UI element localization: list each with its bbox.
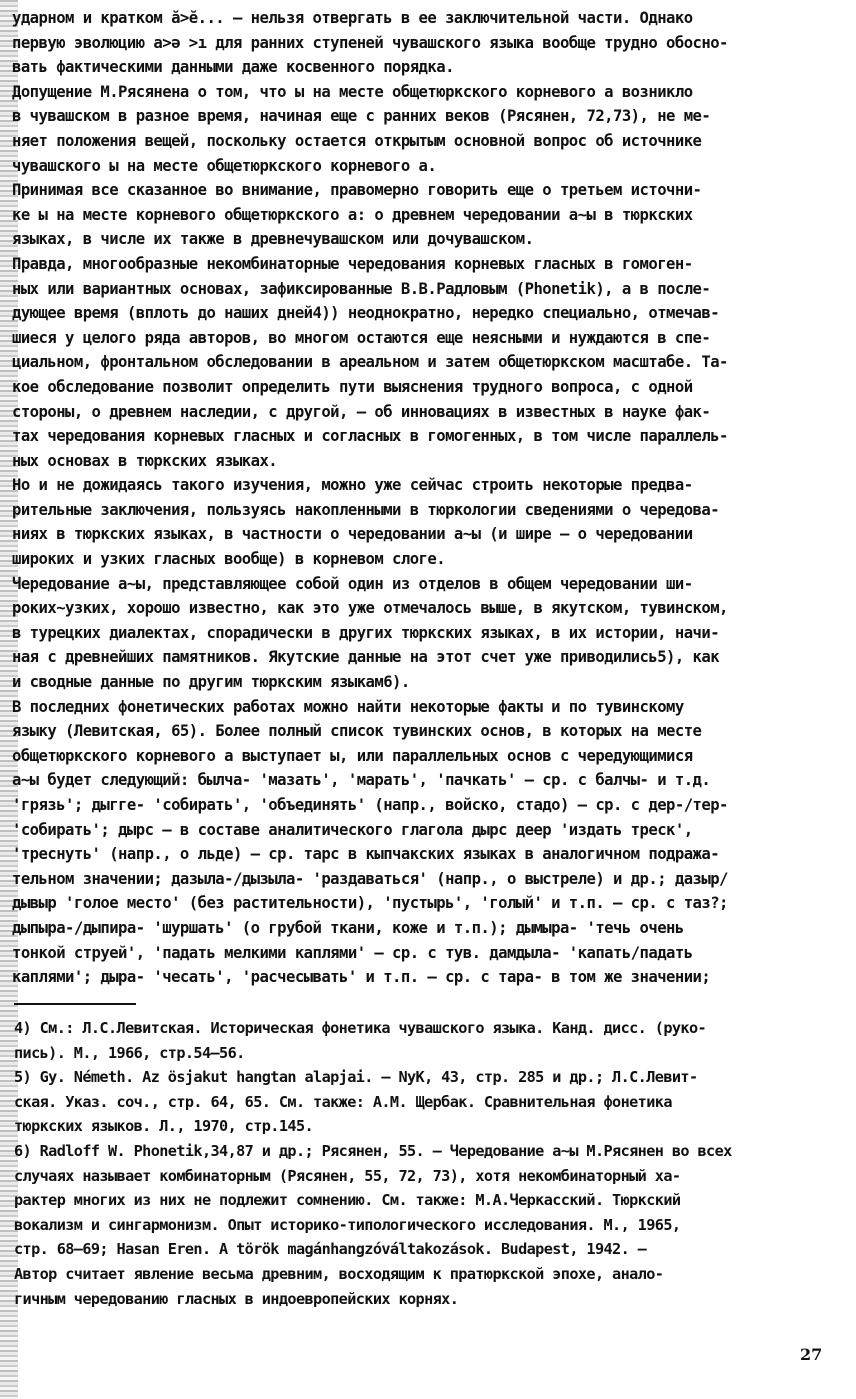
body-line: 'грязь'; дыгге- 'собирать', 'объединять' (напр., войско, стадо) – ср. с дер-/тер- bbox=[12, 796, 728, 814]
body-line: тах чередования корневых гласных и согласных в гомогенных, в том числе параллель- bbox=[12, 427, 728, 446]
body-line: ниях в тюркских языках, в частности о чередовании а~ы (и шире – о чередовании bbox=[12, 525, 693, 544]
body-line: дыпыра-/дыпира- 'шуршать' (о грубой ткани, коже и т.п.); дымыра- 'течь очень bbox=[12, 918, 684, 937]
body-text bbox=[12, 6, 842, 990]
body-line: ных или вариантных основах, зафиксированные В.В.Радловым (Phonetik), а в после- bbox=[12, 279, 711, 298]
footnote-line: ская. Указ. соч., стр. 64, 65. См. также: А.М. Щербак. Сравнительная фонетика bbox=[14, 1092, 672, 1111]
footnote-line: 5) Gy. Németh. Az ösjakut hangtan alapjai. – NyK, 43, стр. 285 и др.; Л.С.Левит- bbox=[14, 1068, 698, 1087]
footnote-line: Автор считает явление весьма древним, восходящим к пратюркской эпохе, анало- bbox=[14, 1264, 664, 1283]
body-line: 'треснуть' (напр., о льде) – ср. тарс в кыпчакских языках в аналогичном подража- bbox=[12, 845, 720, 864]
body-line: языку (Левитская, 65). Более полный список тувинских основ, в которых на месте bbox=[12, 722, 702, 741]
footnote-line: пись). М., 1966, стр.54–56. bbox=[14, 1043, 245, 1062]
body-line: и сводные данные по другим тюркским языкам6). bbox=[12, 673, 410, 692]
body-line: В последних фонетических работах можно найти некоторые факты и по тувинскому bbox=[12, 697, 684, 716]
footnote-line: рактер многих из них не подлежит сомнению. См. также: М.А.Черкасский. Тюркский bbox=[14, 1191, 681, 1210]
body-line: дующее время (вплоть до наших дней4)) неоднократно, нередко специально, отмечав- bbox=[12, 304, 720, 323]
body-line: Чередование а~ы, представляющее собой один из отделов в общем чередовании ши- bbox=[12, 574, 693, 593]
body-line: стороны, о древнем наследии, с другой, – об инновациях в известных в науке фак- bbox=[12, 402, 711, 421]
body-line: чувашского ы на месте общетюркского корневого а. bbox=[12, 156, 437, 175]
footnotes bbox=[14, 1016, 844, 1311]
footnote-line: вокализм и сингармонизм. Опыт историко-типологического исследования. М., 1965, bbox=[14, 1215, 681, 1234]
body-line: ударном и кратком ӑ>ӗ... – нельзя отвергать в ее заключительной части. Однако bbox=[12, 9, 693, 27]
body-line: вать фактическими данными даже косвенного порядка. bbox=[12, 58, 454, 77]
footnote-divider bbox=[14, 1003, 136, 1005]
body-line: ных основах в тюркских языках. bbox=[12, 451, 278, 470]
body-line: кое обследование позволит определить пути выяснения трудного вопроса, с одной bbox=[12, 377, 693, 396]
footnote-line: 4) См.: Л.С.Левитская. Историческая фонетика чувашского языка. Канд. дисс. (руко- bbox=[14, 1019, 707, 1037]
footnote-line: случаях называет комбинаторным (Рясянен, 55, 72, 73), хотя некомбинаторный ха- bbox=[14, 1166, 681, 1185]
body-line: общетюркского корневого а выступает ы, или параллельных основ с чередующимися bbox=[12, 746, 693, 765]
body-line: Правда, многообразные некомбинаторные чередования корневых гласных в гомоген- bbox=[12, 254, 693, 273]
body-line: языках, в числе их также в древнечувашском или дочувашском. bbox=[12, 230, 534, 249]
body-line: шиеся у целого ряда авторов, во многом остаются еще неясными и нуждаются в спе- bbox=[12, 328, 711, 347]
body-line: в чувашском в разное время, начиная еще с ранних веков (Рясянен, 72,73), не ме- bbox=[12, 107, 711, 126]
body-line: тельном значении; дазыла-/дызыла- 'раздаваться' (напр., о выстреле) и др.; дазыр/ bbox=[12, 869, 728, 888]
body-line: рительные заключения, пользуясь накопленными в тюркологии сведениями о чередова- bbox=[12, 500, 720, 519]
body-line: Допущение М.Рясянена о том, что ы на месте общетюркского корневого а возникло bbox=[12, 82, 693, 101]
body-line: широких и узких гласных вообще) в корневом слоге. bbox=[12, 550, 446, 569]
body-line: первую эволюцию а>ə >ı для ранних ступеней чувашского языка вообще трудно обосно- bbox=[12, 33, 728, 52]
page-number: 27 bbox=[800, 1345, 823, 1364]
body-line: ная с древнейших памятников. Якутские данные на этот счет уже приводились5), как bbox=[12, 648, 720, 667]
body-line: Принимая все сказанное во внимание, правомерно говорить еще о третьем источни- bbox=[12, 181, 702, 200]
footnote-line: стр. 68–69; Hasan Eren. A török magánhangzóváltakozások. Budapest, 1942. – bbox=[14, 1240, 647, 1259]
body-line: дывыр 'голое место' (без растительности), 'пустырь', 'голый' и т.п. – ср. с таз?; bbox=[12, 894, 728, 913]
body-line: каплями'; дыра- 'чесать', 'расчесывать' и т.п. – ср. с тара- в том же значении; bbox=[12, 968, 711, 987]
body-line: 'собирать'; дырс – в составе аналитического глагола дырс деер 'издать треск', bbox=[12, 820, 693, 839]
footnote-line: гичным чередованию гласных в индоевропейских корнях. bbox=[14, 1289, 459, 1308]
footnote-line: тюркских языков. Л., 1970, стр.145. bbox=[14, 1117, 314, 1136]
body-line: Но и не дожидаясь такого изучения, можно уже сейчас строить некоторые предва- bbox=[12, 476, 693, 495]
body-line: а~ы будет следующий: былча- 'мазать', 'марать', 'пачкать' – ср. с балчы- и т.д. bbox=[12, 771, 711, 790]
body-line: тонкой струей', 'падать мелкими каплями' – ср. с тув. дамдыла- 'капать/падать bbox=[12, 943, 693, 962]
footnote-line: 6) Radloff W. Phonetik,34,87 и др.; Рясянен, 55. – Чередование а~ы М.Рясянен во всех bbox=[14, 1141, 732, 1160]
body-line: няет положения вещей, поскольку остается открытым основной вопрос об источнике bbox=[12, 131, 702, 150]
body-line: циальном, фронтальном обследовании в ареальном и затем общетюркском масштабе. Та- bbox=[12, 353, 728, 372]
body-line: в турецких диалектах, спорадически в других тюркских языках, в их истории, начи- bbox=[12, 623, 720, 642]
body-line: ке ы на месте корневого общетюркского а: о древнем чередовании а~ы в тюркских bbox=[12, 205, 693, 224]
body-line: роких~узких, хорошо известно, как это уже отмечалось выше, в якутском, тувинском, bbox=[12, 599, 728, 618]
